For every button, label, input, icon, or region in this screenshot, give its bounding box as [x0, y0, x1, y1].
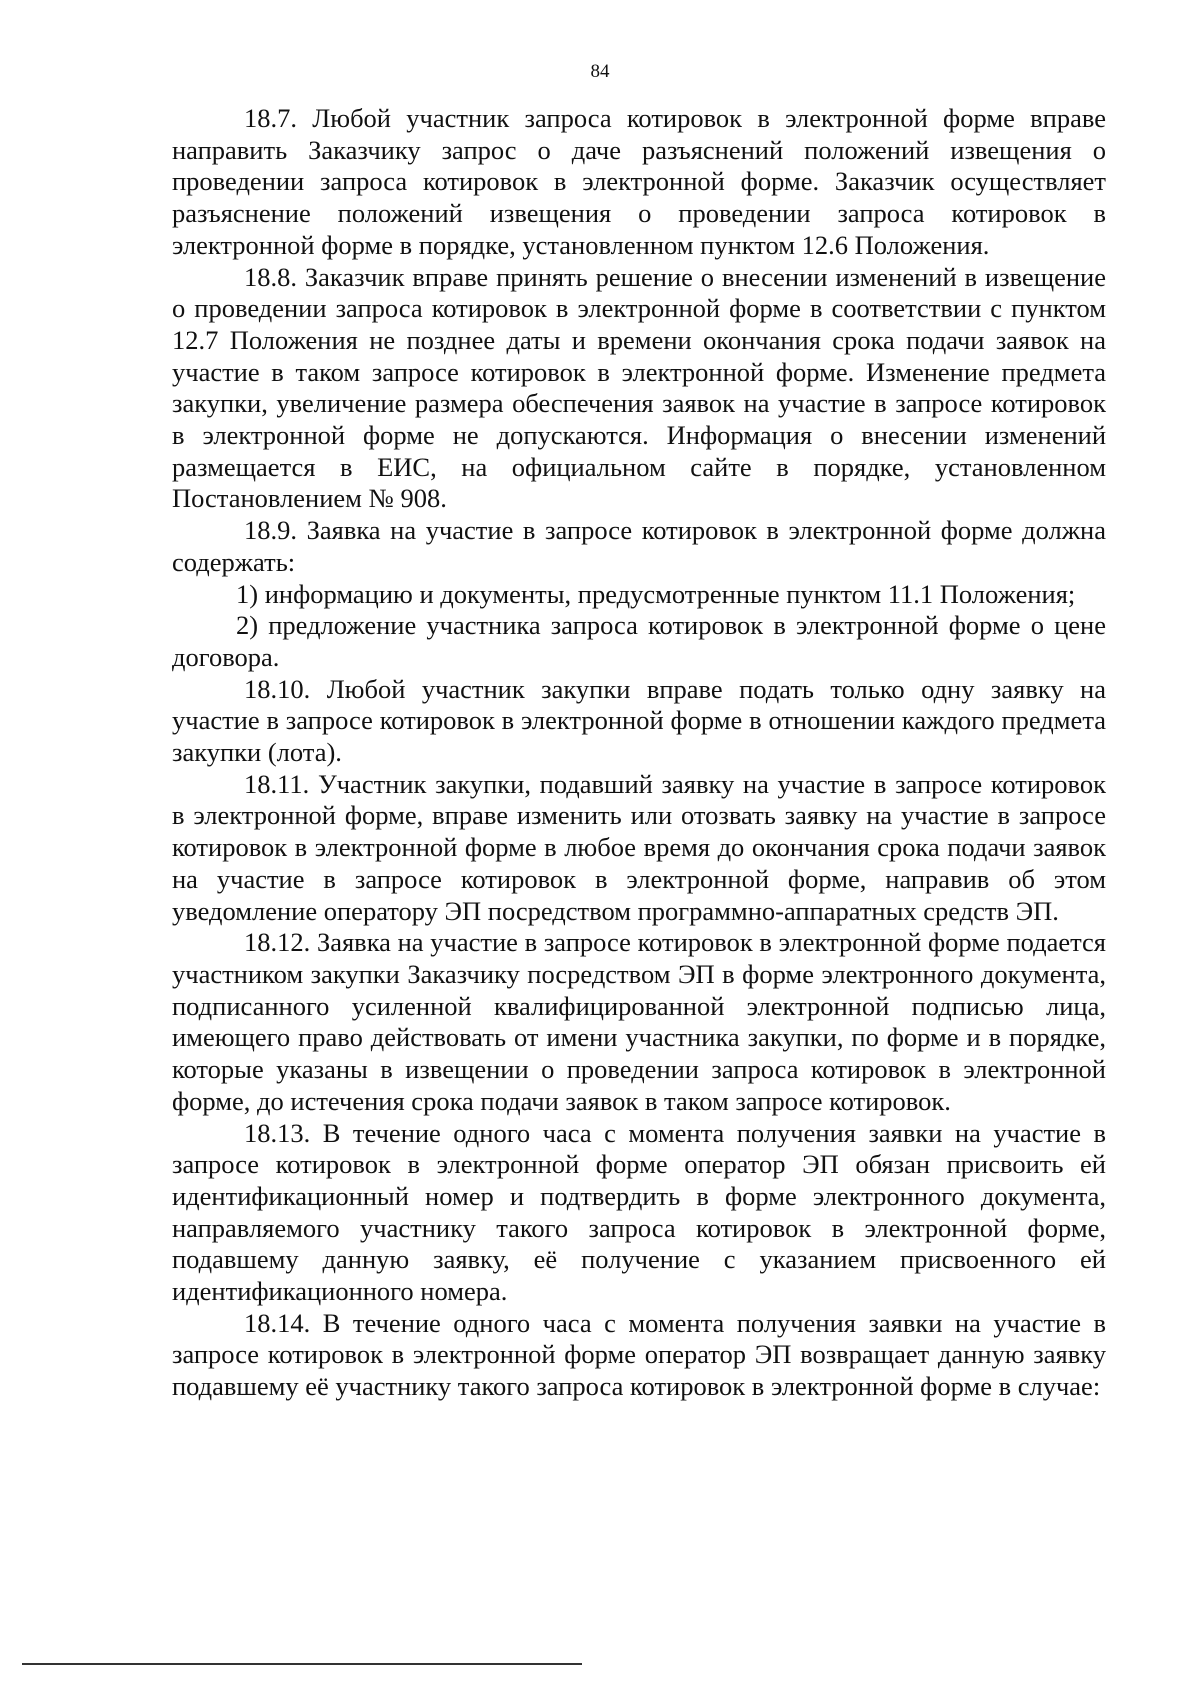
paragraph-18-9: 18.9. Заявка на участие в запросе котировок в электронной форме должна содержать:: [172, 515, 1106, 577]
paragraph-18-12: 18.12. Заявка на участие в запросе котировок в электронной форме подается участником закупки Заказчику посредством ЭП в форме электронного документа, подписанного усиленной квалифицированной электронной подписью лица, имеющего право действовать от имени участника закупки, по форме и в порядке, которые указаны в извещении о проведении запроса котировок в электронной форме, до истечения срока подачи заявок в таком запросе котировок.: [172, 927, 1106, 1116]
paragraph-18-8: 18.8. Заказчик вправе принять решение о внесении изменений в извещение о проведении запроса котировок в электронной форме в соответствии с пунктом 12.7 Положения не позднее даты и времени окончания срока подачи заявок на участие в таком запросе котировок в электронной форме. Изменение предмета закупки, увеличение размера обеспечения заявок на участие в запросе котировок в электронной форме не допускаются. Информация о внесении изменений размещается в ЕИС, на официальном сайте в порядке, установленном Постановлением № 908.: [172, 261, 1106, 514]
list-item-2: 2) предложение участника запроса котировок в электронной форме о цене договора.: [172, 610, 1106, 672]
list-item-1: 1) информацию и документы, предусмотренные пунктом 11.1 Положения;: [236, 578, 1076, 609]
paragraph-18-7: 18.7. Любой участник запроса котировок в электронной форме вправе направить Заказчику запрос о даче разъяснений положений извещения о проведении запроса котировок в электронной форме. Заказчик осуществляет разъяснение положений извещения о проведении запроса котировок в электронной форме в порядке, установленном пунктом 12.6 Положения.: [172, 103, 1106, 260]
paragraph-18-11: 18.11. Участник закупки, подавший заявку на участие в запросе котировок в электронной форме, вправе изменить или отозвать заявку на участие в запросе котировок в электронной форме в любое время до окончания срока подачи заявок на участие в запросе котировок в электронной форме, направив об этом уведомление оператору ЭП посредством программно-аппаратных средств ЭП.: [172, 768, 1106, 926]
footer-rule: [22, 1663, 582, 1665]
page-number: 84: [590, 61, 610, 82]
paragraph-18-13: 18.13. В течение одного часа с момента получения заявки на участие в запросе котировок в электронной форме оператор ЭП обязан присвоить ей идентификационный номер и подтвердить в форме электронного документа, направляемого участнику такого запроса котировок в электронной форме, подавшему данную заявку, её получение с указанием присвоенного ей идентификационного номера.: [172, 1117, 1106, 1307]
paragraph-18-14: 18.14. В течение одного часа с момента получения заявки на участие в запросе котировок в электронной форме оператор ЭП возвращает данную заявку подавшему её участнику такого запроса котировок в электронной форме в случае:: [172, 1307, 1106, 1402]
document-body: [172, 103, 1106, 1403]
paragraph-18-10: 18.10. Любой участник закупки вправе подать только одну заявку на участие в запросе котировок в электронной форме в отношении каждого предмета закупки (лота).: [172, 673, 1106, 768]
